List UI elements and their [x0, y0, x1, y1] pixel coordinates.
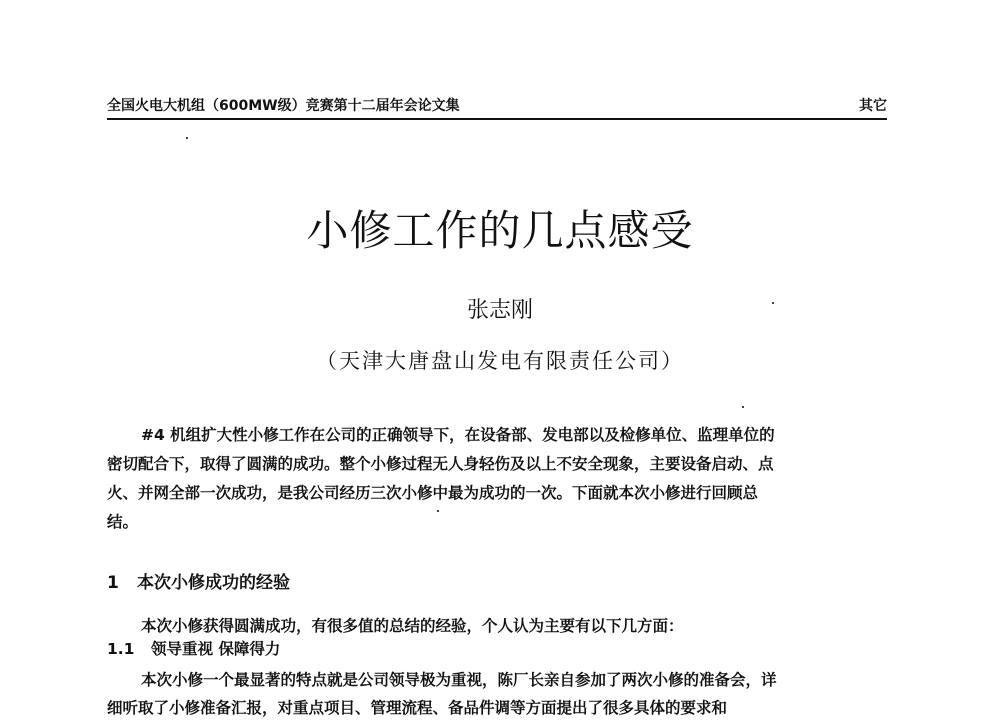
intro-line: 结。: [107, 513, 139, 531]
scan-speck: [437, 510, 439, 512]
header-rule: [107, 118, 887, 120]
subsection-paragraph-line: 细听取了小修准备汇报，对重点项目、管理流程、备品件调等方面提出了很多具体的要求和: [107, 699, 728, 717]
proceedings-title: 全国火电大机组（600MW级）竞赛第十二届年会论文集: [107, 98, 460, 114]
scan-speck: [742, 406, 744, 408]
section-heading: [107, 568, 290, 593]
subsection-heading: [107, 637, 280, 659]
intro-paragraph: [107, 421, 887, 537]
scan-speck: [186, 137, 188, 139]
section-title: 本次小修成功的经验: [137, 573, 290, 593]
section-number: 1: [107, 573, 119, 593]
running-header: [107, 95, 887, 117]
section-paragraph: 本次小修获得圆满成功，有很多值的总结的经验，个人认为主要有以下几方面：: [141, 617, 684, 635]
subsection-title: 领导重视 保障得力: [151, 640, 281, 658]
intro-line: 火、并网全部一次成功，是我公司经历三次小修中最为成功的一次。下面就本次小修进行回顾总: [107, 484, 759, 502]
author-affiliation: （天津大唐盘山发电有限责任公司）: [316, 349, 684, 373]
scan-speck: [772, 302, 774, 304]
paper-title: 小修工作的几点感受: [306, 206, 694, 255]
intro-line: 密切配合下，取得了圆满的成功。整个小修过程无人身轻伤及以上不安全现象，主要设备启动、点: [107, 455, 774, 473]
author-name: 张志刚: [466, 298, 533, 323]
category-label: 其它: [859, 98, 887, 114]
subsection-paragraph-line: 本次小修一个最显著的特点就是公司领导极为重视，陈厂长亲自参加了两次小修的准备会，详: [141, 671, 777, 689]
intro-line: #4 机组扩大性小修工作在公司的正确领导下，在设备部、发电部以及检修单位、监理单位的: [141, 426, 775, 444]
subsection-number: 1.1: [107, 640, 135, 658]
